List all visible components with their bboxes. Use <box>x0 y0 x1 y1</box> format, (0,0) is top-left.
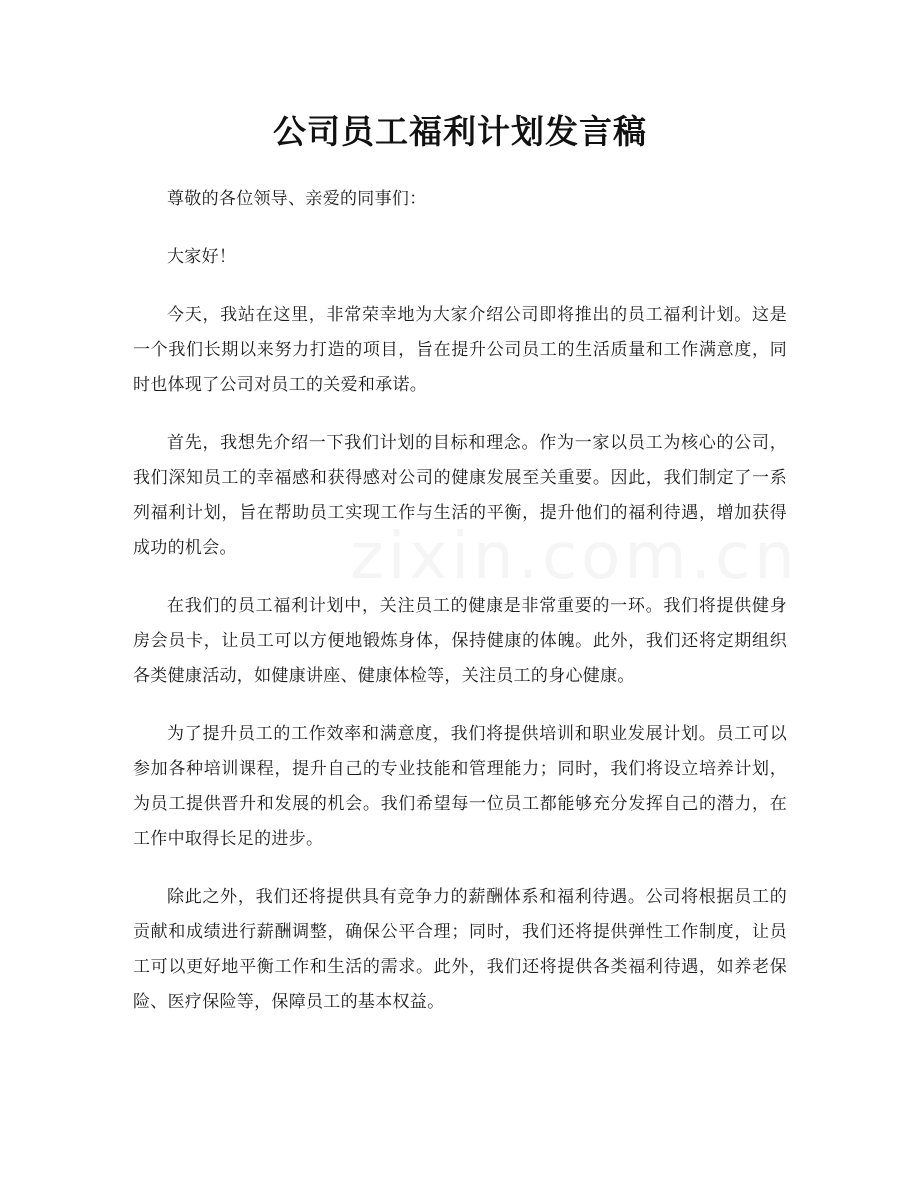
paragraph-introduction: 今天，我站在这里，非常荣幸地为大家介绍公司即将推出的员工福利计划。这是一个我们长期以来努力打造的项目，旨在提升公司员工的生活质量和工作满意度，同时也体现了公司对员工的关爱和承诺。 <box>133 305 787 395</box>
page-title: 公司员工福利计划发言稿 <box>273 112 647 151</box>
paragraph-greeting: 大家好！ <box>167 247 237 267</box>
paragraph-goals: 首先，我想先介绍一下我们计划的目标和理念。作为一家以员工为核心的公司，我们深知员工的幸福感和获得感对公司的健康发展至关重要。因此，我们制定了一系列福利计划，旨在帮助员工实现工作与生活的平衡，提升他们的福利待遇，增加获得成功的机会。 <box>133 433 787 558</box>
paragraph-training: 为了提升员工的工作效率和满意度，我们将提供培训和职业发展计划。员工可以参加各种培训课程，提升自己的专业技能和管理能力；同时，我们将设立培养计划，为员工提供晋升和发展的机会。我们希望每一位员工都能够充分发挥自己的潜力，在工作中取得长足的进步。 <box>133 724 787 849</box>
paragraph-salutation: 尊敬的各位领导、亲爱的同事们： <box>167 189 427 209</box>
watermark: zixin.com.cn <box>350 520 799 594</box>
paragraph-health: 在我们的员工福利计划中，关注员工的健康是非常重要的一环。我们将提供健身房会员卡，让员工可以方便地锻炼身体，保持健康的体魄。此外，我们还将定期组织各类健康活动，如健康讲座、健康体检等，关注员工的身心健康。 <box>133 596 787 686</box>
paragraph-compensation: 除此之外，我们还将提供具有竞争力的薪酬体系和福利待遇。公司将根据员工的贡献和成绩进行薪酬调整，确保公平合理；同时，我们还将提供弹性工作制度，让员工可以更好地平衡工作和生活的需求。此外，我们还将提供各类福利待遇，如养老保险、医疗保险等，保障员工的基本权益。 <box>133 887 787 1012</box>
document-body <box>133 182 787 1043</box>
